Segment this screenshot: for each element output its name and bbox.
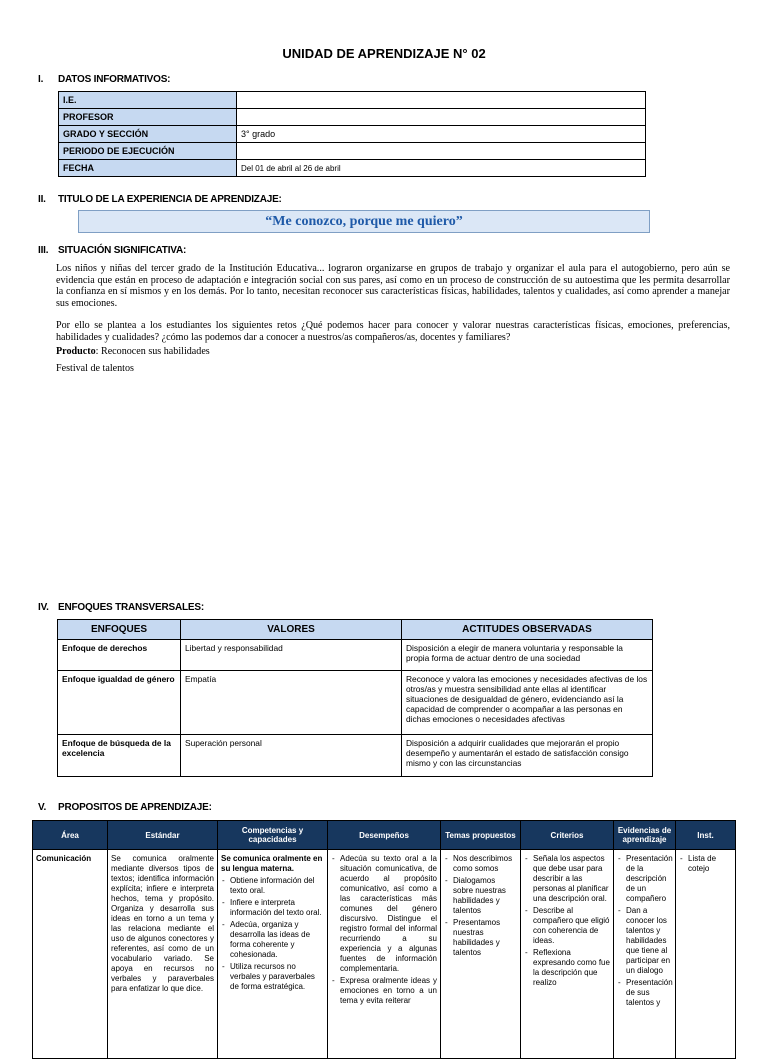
info-row: [59, 109, 646, 126]
page-title: UNIDAD DE APRENDIZAJE N° 02: [282, 46, 486, 61]
propositos-table: [32, 820, 736, 1059]
estandar-cell: Se comunica oralmente mediante diversos tipos de textos; identifica información explícita; infiere e interpreta hechos, tema y propósito. Organiza y desarrolla sus ideas en torno a un tema y las relaciona mediante el uso de algunos conectores y referentes, así como de un vocabulario variado. Se apoya en recursos no verbales y paraverbales para enfatizar lo que dice.: [108, 850, 218, 1059]
section-3-heading: [38, 245, 186, 256]
inst-header: Inst.: [676, 821, 736, 850]
info-label: PERIODO DE EJECUCIÓN: [59, 143, 237, 160]
info-row: [59, 143, 646, 160]
section-number: IV.: [38, 602, 49, 613]
section-4-heading: [38, 602, 204, 613]
section-label: ENFOQUES TRANSVERSALES:: [58, 602, 204, 613]
list-item: - Expresa oralmente ideas y emociones en torno a un tema y evita reiterar: [331, 976, 437, 1006]
competencia-title: Se comunica oralmente en su lengua materna.: [221, 854, 323, 873]
section-label: DATOS INFORMATIVOS:: [58, 74, 171, 85]
list-item: - Dan a conocer los talentos y habilidades que tiene al participar en un dialogo: [617, 906, 672, 976]
info-row: [59, 126, 646, 143]
section-label: SITUACIÓN SIGNIFICATIVA:: [58, 245, 187, 256]
experience-title-box: [78, 210, 650, 233]
section-label: PROPOSITOS DE APRENDIZAJE:: [58, 802, 212, 813]
situation-paragraph-1: Los niños y niñas del tercer grado de la Institución Educativa... lograron organizarse en grupos de trabajo y organizar el aula para el autogobierno, pero aún se evidencia que están en proceso de adaptación e integración social con sus pares, así como en un proceso de construcción de su autoestima que les permita desarrollar la confianza en sí mismos y en los demás. Por lo tanto, necesitan reconocer sus características físicas, habilidades, talentos y cualidades, así como aprender a manejar sus emociones.: [56, 263, 730, 309]
inst-list: [679, 854, 732, 874]
section-number: III.: [38, 245, 49, 256]
info-label: PROFESOR: [59, 109, 237, 126]
list-item: - Reflexiona expresando como fue la descripción que realizo: [524, 948, 610, 988]
criterios-list: [524, 854, 610, 988]
info-row: [59, 92, 646, 109]
list-item: - Presentación de la descripción de un compañero: [617, 854, 672, 904]
desempenos-list: [331, 854, 437, 1006]
desempenos-cell: [328, 850, 441, 1059]
temas-cell: [441, 850, 521, 1059]
list-item: - Lista de cotejo: [679, 854, 732, 874]
section-1-heading: [38, 74, 170, 85]
info-table: [58, 91, 646, 177]
competencias-cell: [218, 850, 328, 1059]
list-item: - Adecúa, organiza y desarrolla las ideas de forma coherente y cohesionada.: [221, 920, 324, 960]
info-row: [59, 160, 646, 177]
valor-cell: Empatía: [181, 671, 402, 735]
info-value: Del 01 de abril al 26 de abril: [237, 160, 646, 177]
list-item: - Adecúa su texto oral a la situación comunicativa, de acuerdo al propósito comunicativo, así como a las características más comunes del género discursivo. Distingue el registro formal del informal recurriendo a su experiencia y a algunas fuentes de información complementaria.: [331, 854, 437, 974]
capacidades-list: [221, 876, 324, 992]
list-item: - Presentación de sus talentos y: [617, 978, 672, 1008]
valor-cell: Superación personal: [181, 735, 402, 777]
desempenos-header: Desempeños: [328, 821, 441, 850]
list-item: - Nos describimos como somos: [444, 854, 517, 874]
criterios-header: Criterios: [521, 821, 614, 850]
product-line: [56, 346, 730, 358]
info-value: [237, 109, 646, 126]
enfoques-header: ENFOQUES: [58, 620, 181, 640]
section-2-heading: [38, 194, 282, 205]
evidencias-cell: [614, 850, 676, 1059]
list-item: - Obtiene información del texto oral.: [221, 876, 324, 896]
actitud-cell: Disposición a elegir de manera voluntaria y responsable la propia forma de actuar dentro de una sociedad: [402, 640, 653, 671]
evidencias-list: [617, 854, 672, 1008]
info-value: 3° grado: [237, 126, 646, 143]
festival-line: Festival de talentos: [56, 363, 134, 374]
estandar-header: Estándar: [108, 821, 218, 850]
list-item: - Señala los aspectos que debe usar para describir a las personas al planificar una descripción oral.: [524, 854, 610, 904]
list-item: - Utiliza recursos no verbales y paraverbales de forma estratégica.: [221, 962, 324, 992]
temas-header: Temas propuestos: [441, 821, 521, 850]
actitud-cell: Reconoce y valora las emociones y necesidades afectivas de los otros/as y muestra sensibilidad ante ellas al identificar situaciones de desigualdad de género, evidenciando así la capacidad de comprender o acompañar a las personas en dichas emociones o necesidades afectivas: [402, 671, 653, 735]
section-5-heading: [38, 802, 212, 813]
inst-cell: [676, 850, 736, 1059]
enfoques-table: [57, 619, 653, 777]
enfoque-cell: Enfoque de derechos: [58, 640, 181, 671]
temas-list: [444, 854, 517, 958]
info-label: GRADO Y SECCIÓN: [59, 126, 237, 143]
area-cell: Comunicación: [33, 850, 108, 1059]
experience-title: “Me conozco, porque me quiero”: [265, 213, 463, 229]
enfoques-header-row: [58, 620, 653, 640]
table-row: [33, 850, 736, 1059]
info-value: [237, 92, 646, 109]
section-number: II.: [38, 194, 46, 205]
actitudes-header: ACTITUDES OBSERVADAS: [402, 620, 653, 640]
competencias-header: Competencias y capacidades: [218, 821, 328, 850]
info-label: I.E.: [59, 92, 237, 109]
table-row: [58, 735, 653, 777]
valores-header: VALORES: [181, 620, 402, 640]
area-header: Área: [33, 821, 108, 850]
table-row: [58, 640, 653, 671]
section-label: TITULO DE LA EXPERIENCIA DE APRENDIZAJE:: [58, 194, 282, 205]
table-row: [58, 671, 653, 735]
section-number: I.: [38, 74, 44, 85]
enfoque-cell: Enfoque igualdad de género: [58, 671, 181, 735]
list-item: - Describe al compañero que eligió con coherencia de ideas.: [524, 906, 610, 946]
enfoque-cell: Enfoque de búsqueda de la excelencia: [58, 735, 181, 777]
evidencias-header: Evidencias de aprendizaje: [614, 821, 676, 850]
info-value: [237, 143, 646, 160]
section-number: V.: [38, 802, 47, 813]
product-text: : Reconocen sus habilidades: [95, 346, 210, 357]
list-item: - Presentamos nuestras habilidades y talentos: [444, 918, 517, 958]
situation-paragraph-2: Por ello se plantea a los estudiantes los siguientes retos ¿Qué podemos hacer para conocer y valorar nuestras características físicas, emociones, preferencias, habilidades y cualidades? ¿cómo las podemos dar a conocer a nuestros/as compañeros/as, docentes y familiares?: [56, 320, 730, 343]
list-item: - Dialogamos sobre nuestras habilidades y talentos: [444, 876, 517, 916]
actitud-cell: Disposición a adquirir cualidades que mejorarán el propio desempeño y aumentarán el estado de satisfacción consigo mismo y con las circunstancias: [402, 735, 653, 777]
valor-cell: Libertad y responsabilidad: [181, 640, 402, 671]
propositos-header-row: [33, 821, 736, 850]
info-label: FECHA: [59, 160, 237, 177]
product-label: Producto: [56, 346, 96, 357]
criterios-cell: [521, 850, 614, 1059]
list-item: - Infiere e interpreta información del texto oral.: [221, 898, 324, 918]
